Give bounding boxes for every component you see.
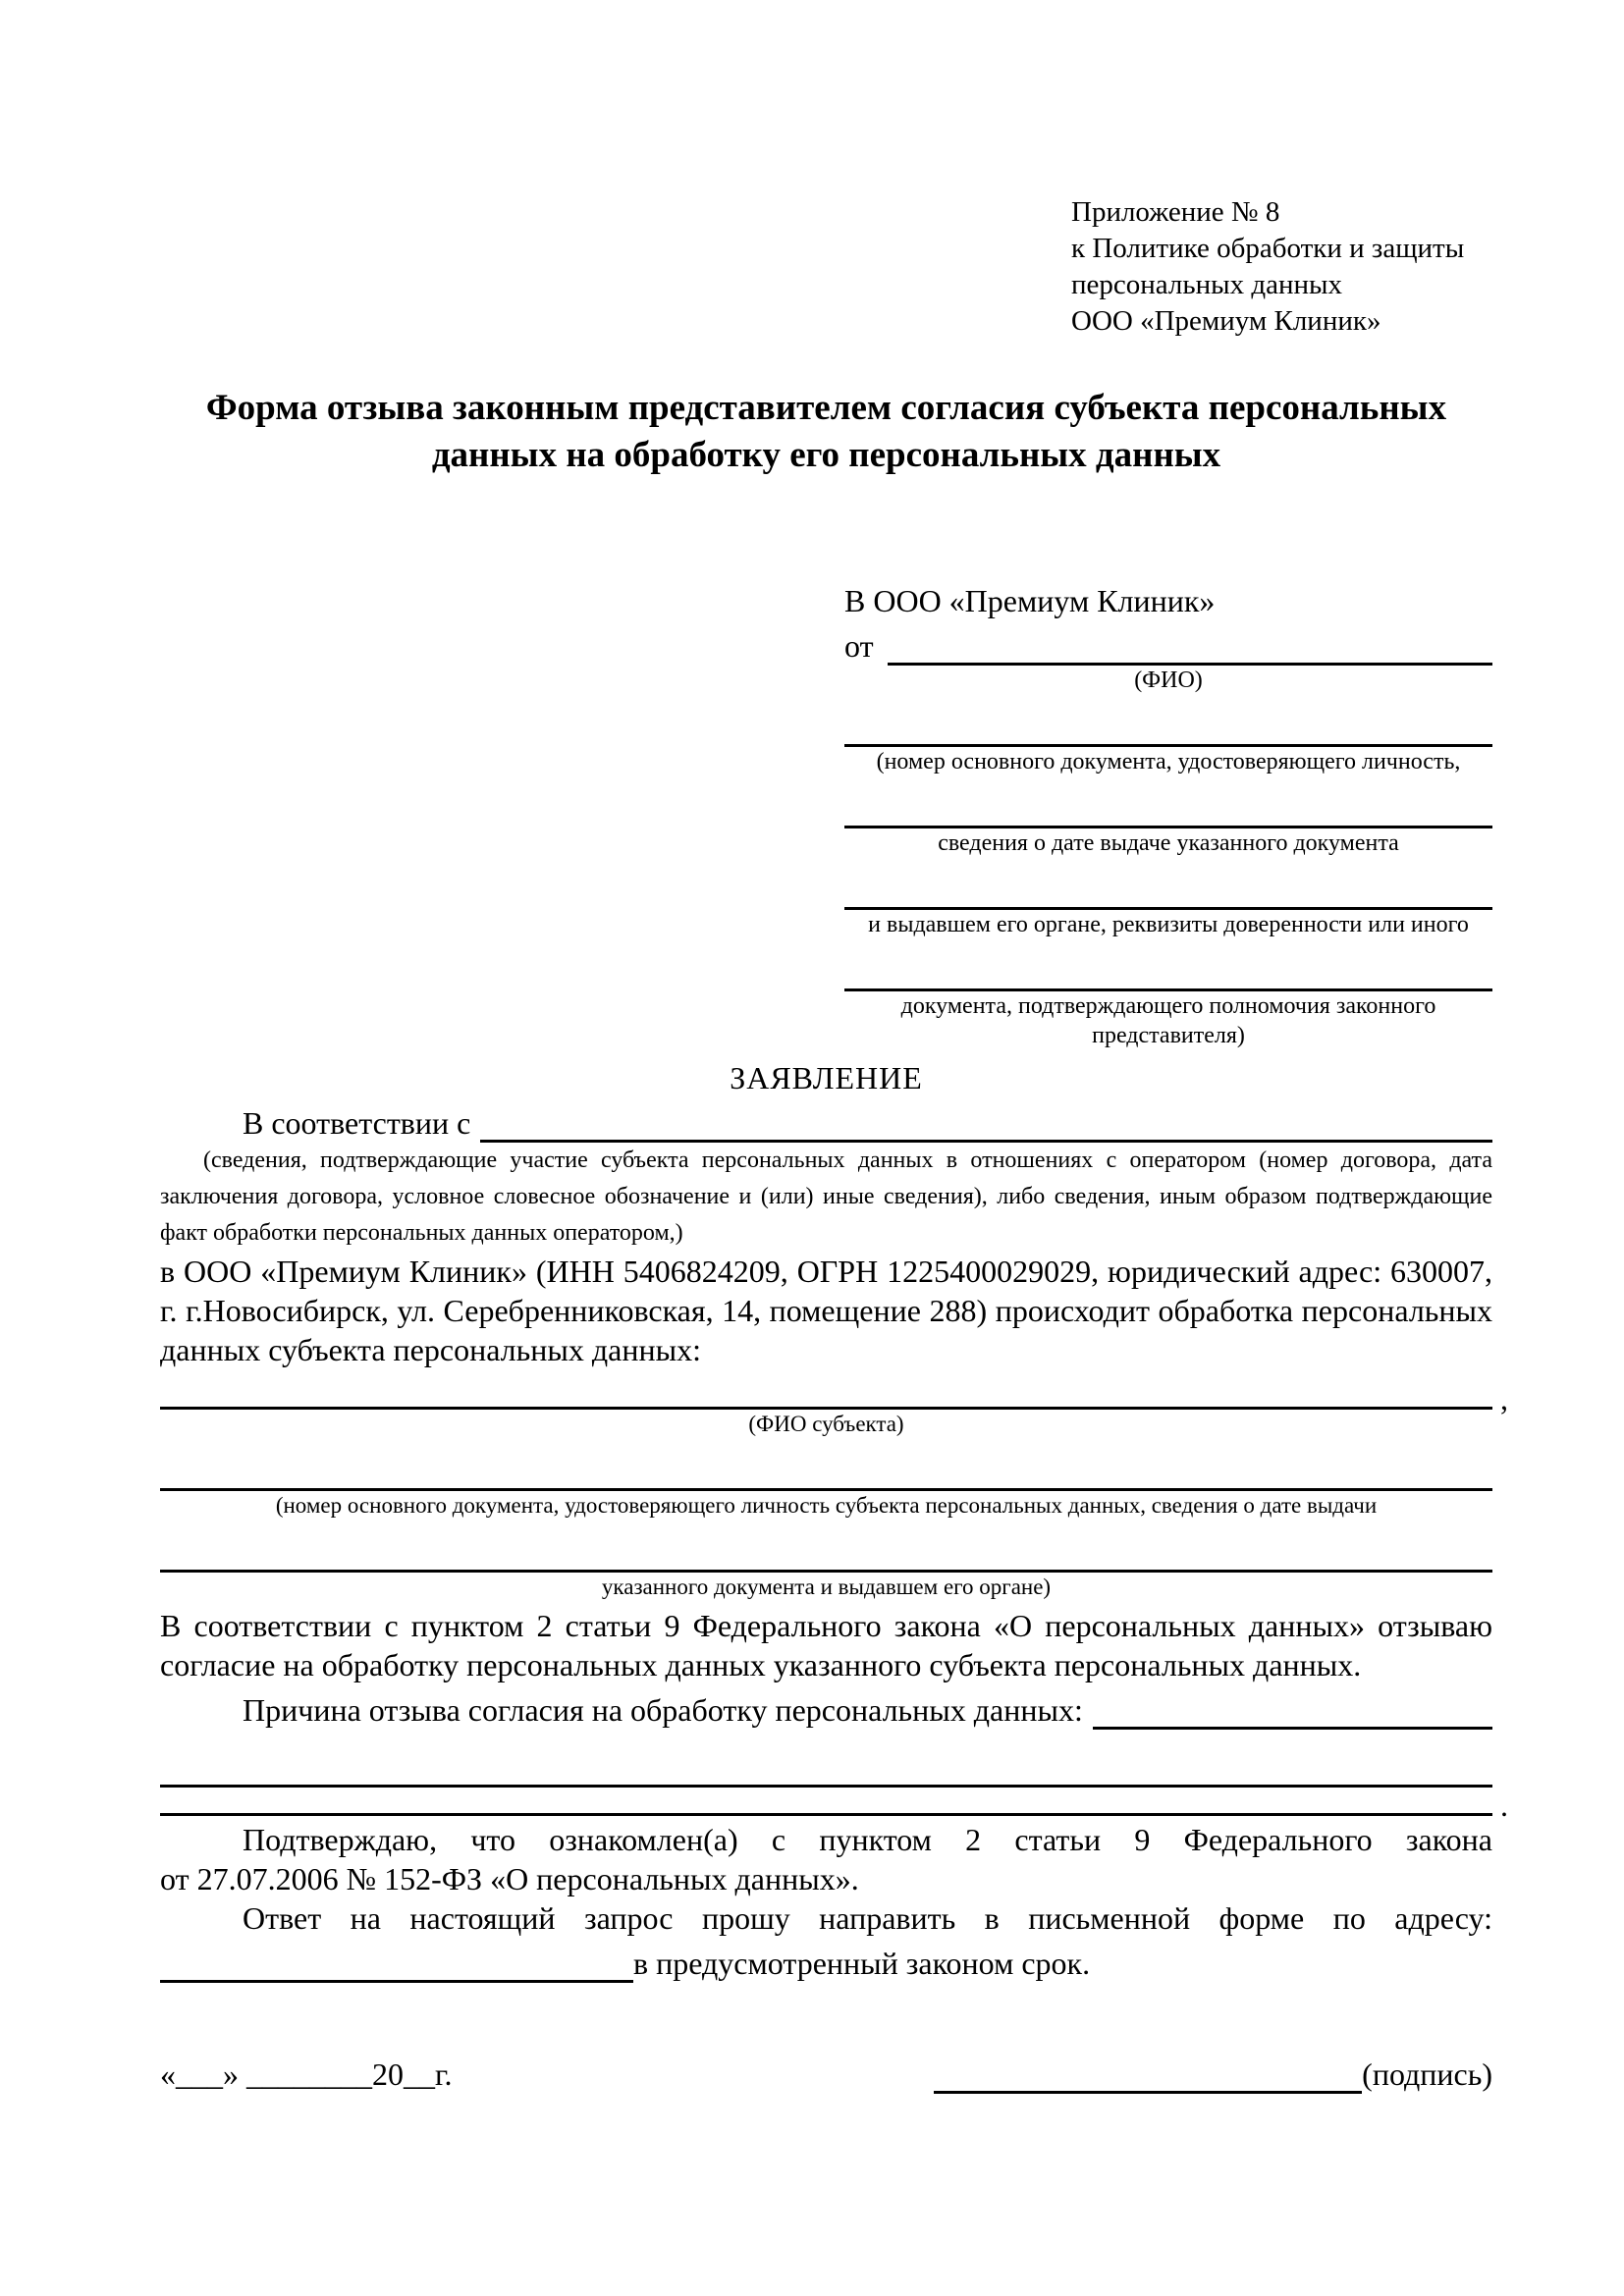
representative-doc-field-2[interactable] (844, 776, 1492, 828)
reason-field-line-2[interactable] (160, 1785, 1492, 1788)
representative-doc-field-3[interactable] (844, 858, 1492, 910)
representative-doc-caption-4: документа, подтверждающего полномочия законного представителя) (900, 993, 1436, 1048)
statement-heading: ЗАЯВЛЕНИЕ (730, 1060, 923, 1095)
appendix-header-line-1: Приложение № 8 (1071, 196, 1280, 228)
spacer (160, 1730, 1492, 1785)
reason-line-suffix: . (1500, 1788, 1508, 1823)
subject-doc-caption-2: указанного документа и выдавшем его органе) (601, 1575, 1052, 1599)
representative-fio-field[interactable] (888, 625, 1492, 666)
appendix-header-line-2: к Политике обработки и защиты (1071, 233, 1465, 264)
response-suffix: в предусмотренный законом срок. (633, 1946, 1091, 1981)
confirmation-line-2: от 27.07.2006 № 152-ФЗ «О персональных данных». (160, 1861, 859, 1896)
representative-doc-field-4[interactable] (844, 939, 1492, 991)
from-label: от (844, 628, 874, 664)
subject-doc-field-2[interactable] (160, 1570, 1492, 1573)
document-title: Форма отзыва законным представителем согласия субъекта персональных данных на обработку его персональных данных (205, 388, 1447, 475)
from-row (844, 620, 1492, 666)
reason-field[interactable] (1093, 1689, 1492, 1730)
according-label: В соответствии с (243, 1105, 471, 1141)
addressee-organization: В ООО «Премиум Клиник» (844, 583, 1216, 618)
subject-doc-field-1[interactable] (160, 1488, 1492, 1491)
representative-doc-field-1[interactable] (844, 695, 1492, 747)
spacer (160, 1788, 1492, 1813)
signature-block (934, 2054, 1492, 2094)
response-request-line: Ответ на настоящий запрос прошу направить в письменной форме по адресу: (243, 1900, 1492, 1936)
subject-fio-line-suffix: , (1500, 1381, 1508, 1416)
subject-doc-caption-1: (номер основного документа, удостоверяющего личность субъекта персональных данных, сведения о дате выдачи (275, 1493, 1378, 1518)
according-caption: (сведения, подтверждающие участие субъекта персональных данных в отношениях с оператором (номер договора, дата заключения договора, условное словесное обозначение и (или) иные сведения), либо сведения, иным образом подтверждающие факт обработки персональных данных оператором,) (160, 1148, 1492, 1246)
reason-row (160, 1684, 1492, 1730)
appendix-header-line-3: персональных данных (1071, 269, 1343, 300)
spacer (160, 1521, 1492, 1570)
spacer (160, 1369, 1492, 1407)
appendix-header (1071, 194, 1492, 340)
operator-paragraph: в ООО «Премиум Клиник» (ИНН 5406824209, ОГРН 1225400029029, юридический адрес: 630007, г. г.Новосибирск, ул. Серебренниковская, 14, помещение 288) происходит обработка персональных данных субъекта персональных данных: (160, 1254, 1492, 1367)
reason-label: Причина отзыва согласия на обработку персональных данных: (243, 1692, 1083, 1728)
subject-fio-field[interactable] (160, 1381, 1508, 1416)
spacer (160, 1439, 1492, 1488)
date-blank-field[interactable]: «___» ________20__г. (160, 2056, 453, 2092)
signature-caption: (подпись) (1362, 2056, 1492, 2092)
reason-field-line-3[interactable] (160, 1788, 1508, 1823)
subject-fio-caption: (ФИО субъекта) (748, 1412, 904, 1436)
representative-doc-caption-3: и выдавшем его органе, реквизиты доверенности или иного (868, 912, 1469, 937)
addressee-block (844, 581, 1492, 1050)
representative-doc-caption-1: (номер основного документа, удостоверяющего личность, (876, 749, 1461, 774)
response-address-row (160, 1938, 1492, 1983)
fio-caption: (ФИО) (1134, 667, 1203, 693)
representative-doc-caption-2: сведения о дате выдаче указанного документа (938, 830, 1399, 856)
according-row (160, 1097, 1492, 1143)
confirmation-line-1: Подтверждаю, что ознакомлен(а) с пунктом 2 статьи 9 Федерального закона (243, 1822, 1492, 1857)
signature-field[interactable] (934, 2054, 1362, 2094)
agreement-basis-field[interactable] (480, 1102, 1492, 1143)
response-address-field[interactable] (160, 1943, 633, 1983)
appendix-header-line-4: ООО «Премиум Клиник» (1071, 305, 1381, 337)
withdrawal-paragraph: В соответствии с пунктом 2 статьи 9 Федерального закона «О персональных данных» отзываю согласие на обработку персональных данных указанного субъекта персональных данных. (160, 1608, 1492, 1682)
footer-row (160, 2054, 1492, 2094)
